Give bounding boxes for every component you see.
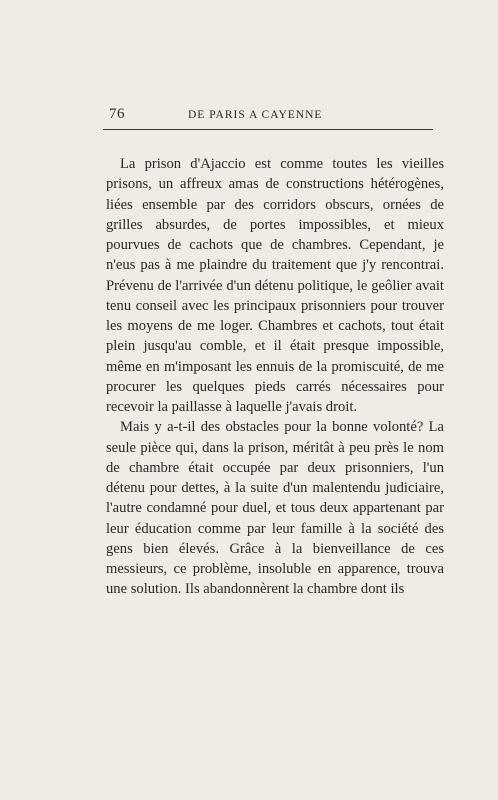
- page-number: 76: [109, 106, 125, 122]
- paragraph: Mais y a-t-il des obstacles pour la bonne volonté? La seule pièce qui, dans la prison, méritât à peu près le nom de chambre était occupée par deux prisonniers, l'un détenu pour dettes, à la suite d'un malentendu judiciaire, l'autre condamné pour duel, et tous deux appartenant par leur éducation comme par leur famille à la société des gens bien élevés. Grâce à la bienveillance de ces messieurs, ce problème, insoluble en apparence, trouva une solution. Ils abandonnèrent la chambre dont ils: [106, 419, 444, 598]
- header-rule: [103, 129, 433, 130]
- page-header: [98, 104, 434, 128]
- body-text: [106, 154, 444, 600]
- running-title: DE PARIS A CAYENNE: [188, 109, 323, 121]
- paragraph: La prison d'Ajaccio est comme toutes les vieilles prisons, un affreux amas de constructions hétérogènes, liées ensemble par des corridors obscurs, ornées de grilles absurdes, de portes impossibles, et mieux pourvues de cachots que de chambres. Cependant, je n'eus pas à me plaindre du traitement que j'y rencontrai. Prévenu de l'arrivée d'un détenu politique, le geôlier avait tenu conseil avec les principaux prisonniers pour trouver les moyens de me loger. Chambres et cachots, tout était plein jusqu'au comble, et il était presque impossible, même en m'imposant les ennuis de la promiscuité, de me procurer les quelques pieds carrés nécessaires pour recevoir la paillasse à laquelle j'avais droit.: [106, 156, 444, 415]
